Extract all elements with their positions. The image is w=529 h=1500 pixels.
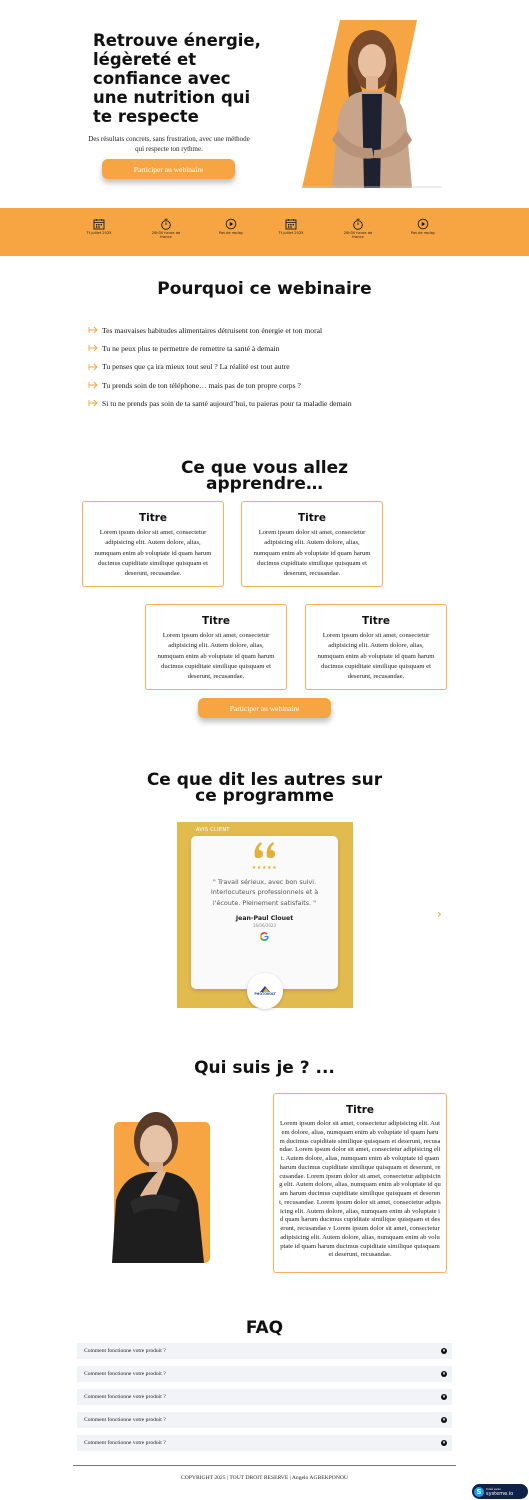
about-card-title: Titre	[345, 1104, 375, 1116]
hero-section	[0, 0, 529, 200]
testimonial-quote: " Travail sérieux, avec bon suivi. Interlocuteurs professionnels et à l'écoute. Pleinement satisfaits. "	[210, 878, 319, 907]
learn-title	[0, 460, 529, 492]
carousel-next-button[interactable]: ›	[437, 907, 442, 921]
testimonials-title-line1: Ce que dit les autres sur	[146, 770, 383, 790]
why-list	[88, 321, 468, 412]
list-item	[88, 394, 468, 412]
info-band	[0, 208, 529, 256]
card-title: Titre	[361, 615, 391, 627]
chevron-down-icon: ▾	[442, 1440, 446, 1446]
band-label: Pas de replay	[410, 231, 436, 235]
card-title: Titre	[138, 512, 168, 524]
testimonial-slide	[177, 822, 353, 1008]
band-label: Tt juillet 2025	[86, 231, 112, 235]
why-item-text: Tes mauvaises habitudes alimentaires détruisent ton énergie et ton moral	[102, 325, 323, 335]
testimonial-date: 16/06/2023	[252, 923, 277, 929]
chevron-down-icon: ▾	[442, 1394, 446, 1400]
google-icon	[260, 932, 269, 941]
stopwatch-icon	[160, 218, 172, 230]
badge-small-text: Créé avec	[486, 1487, 502, 1491]
testimonial-author: Jean-Paul Clouet	[235, 915, 294, 923]
learn-card	[145, 604, 287, 690]
band-item-replay	[403, 218, 443, 235]
company-logo-text: PHOTOVOLT	[254, 992, 276, 996]
band-item-replay	[211, 218, 251, 235]
learn-title-line2: apprendre…	[206, 474, 323, 494]
faq-item[interactable]	[77, 1435, 452, 1451]
why-item-text: Tu prends soin de ton téléphone… mais pas de ton propre corps ?	[102, 380, 301, 390]
card-body: Lorem ipsum dolor sit amet, consectetur adipisicing elit. Autem dolore, alias, numquam enim ab voluptate id quam harum ducimus cupiditate similique quisquam et deserunt, recusandae.	[253, 529, 371, 578]
faq-title: FAQ	[245, 1318, 284, 1338]
badge-text	[486, 1487, 513, 1496]
systemeio-logo-icon: S	[474, 1487, 484, 1497]
arrow-right-icon	[88, 381, 98, 389]
list-item	[88, 376, 468, 394]
hero-portrait-image	[302, 20, 447, 188]
systemeio-badge[interactable]	[472, 1484, 528, 1499]
card-title: Titre	[201, 615, 231, 627]
testimonials-title	[0, 772, 529, 804]
why-item-text: Tu ne peux plus te permettre de remettre ta santé à demain	[102, 343, 280, 353]
why-title: Pourquoi ce webinaire	[157, 279, 372, 299]
play-icon	[225, 218, 237, 230]
card-body: Lorem ipsum dolor sit amet, consectetur adipisicing elit. Autem dolore, alias, numquam enim ab voluptate id quam harum ducimus cupiditate similique quisquam et deserunt, recusandae.	[317, 632, 435, 681]
hero-cta-button[interactable]: Participer au webinaire	[102, 159, 235, 179]
band-label: Pas de replay	[218, 231, 244, 235]
badge-brand-text: systeme.io	[486, 1490, 514, 1497]
arrow-right-icon	[88, 326, 98, 334]
learn-cta-button[interactable]: Participer au webinaire	[198, 698, 331, 718]
chevron-down-icon: ▾	[442, 1417, 446, 1423]
faq-question: Comment fonctionne votre produit ?	[84, 1417, 166, 1423]
faq-item[interactable]	[77, 1412, 452, 1428]
faq-question: Comment fonctionne votre produit ?	[84, 1371, 166, 1377]
hero-subtitle: Des résultats concrets, sans frustration, avec une méthode qui respecte ton rythme.	[88, 135, 250, 153]
about-card	[273, 1093, 447, 1273]
band-label: 20h30 heure de france	[151, 231, 181, 240]
faq-item[interactable]	[77, 1343, 452, 1359]
testimonials-title-line2: ce programme	[195, 786, 334, 806]
calendar-icon	[93, 218, 105, 230]
band-item-time	[338, 218, 378, 239]
band-item-date	[271, 218, 311, 235]
learn-card	[82, 501, 224, 587]
calendar-icon	[285, 218, 297, 230]
about-portrait-image	[110, 1100, 210, 1263]
list-item	[88, 358, 468, 376]
company-logo	[247, 973, 283, 1009]
faq-item[interactable]	[77, 1389, 452, 1405]
about-title: Qui suis je ? ...	[194, 1058, 335, 1078]
footer-divider	[73, 1465, 456, 1466]
chevron-down-icon: ▾	[442, 1348, 446, 1354]
testimonial-card	[191, 836, 338, 996]
band-item-date	[79, 218, 119, 235]
chevron-down-icon: ▾	[442, 1371, 446, 1377]
arrow-right-icon	[88, 399, 98, 407]
arrow-right-icon	[88, 344, 98, 352]
faq-question: Comment fonctionne votre produit ?	[84, 1394, 166, 1400]
learn-card	[241, 501, 383, 587]
testimonial-tag: AVIS CLIENT	[196, 827, 230, 833]
learn-title-line1: Ce que vous allez	[180, 458, 349, 478]
stopwatch-icon	[352, 218, 364, 230]
about-card-body: Lorem ipsum dolor sit amet, consectetur adipisicing elit. Autem dolore, alias, numquam enim ab voluptate id quam harum ducimus cupiditate similique quisquam et deserunt, recusandae. Lorem ipsum dolor sit amet, consectetur adipisicing elit. Autem dolore, alias, numquam enim ab voluptate id quam harum ducimus cupiditate similique quisquam et deserunt, recusandae. Lorem ipsum dolor sit amet, consectetur adipisicing elit. Autem dolore, alias, numquam enim ab voluptate id quam harum ducimus cupiditate similique quisquam et deserunt, recusandae. Lorem ipsum dolor sit amet, consectetur adipisicing elit. Autem dolore, alias, numquam enim ab voluptate id quam harum ducimus cupiditate similique quisquam et deserunt, recusandae.v Lorem ipsum dolor sit amet, consectetur adipisicing elit. Autem dolore, alias, numquam enim ab voluptate id quam harum ducimus cupiditate similique quisquam et deserunt, recusandae.	[279, 1120, 441, 1259]
footer-copyright: COPYRIGHT 2025 | TOUT DROIT RESERVE | Angelo AGBEKPONOU	[181, 1475, 348, 1481]
card-body: Lorem ipsum dolor sit amet, consectetur adipisicing elit. Autem dolore, alias, numquam enim ab voluptate id quam harum ducimus cupiditate similique quisquam et deserunt, recusandae.	[94, 529, 212, 578]
learn-card	[305, 604, 447, 690]
card-title: Titre	[297, 512, 327, 524]
why-item-text: Si tu ne prends pas soin de ta santé aujourd’hui, tu paieras pour ta maladie demain	[102, 398, 352, 408]
why-item-text: Tu penses que ça ira mieux tout seul ? La réalité est tout autre	[102, 362, 290, 372]
card-body: Lorem ipsum dolor sit amet, consectetur adipisicing elit. Autem dolore, alias, numquam enim ab voluptate id quam harum ducimus cupiditate similique quisquam et deserunt, recusandae.	[157, 632, 275, 681]
faq-item[interactable]	[77, 1366, 452, 1382]
arrow-right-icon	[88, 363, 98, 371]
list-item	[88, 321, 468, 339]
rating-stars: ★★★★★	[251, 865, 278, 871]
list-item	[88, 339, 468, 357]
band-label: 20h30 heure de france	[343, 231, 373, 240]
hero-title: Retrouve énergie, légèreté et confiance avec une nutrition qui te respecte	[93, 31, 261, 126]
band-label: Tt juillet 2025	[278, 231, 304, 235]
quote-icon	[253, 841, 277, 859]
faq-question: Comment fonctionne votre produit ?	[84, 1348, 166, 1354]
play-icon	[417, 218, 429, 230]
faq-question: Comment fonctionne votre produit ?	[84, 1440, 166, 1446]
band-item-time	[146, 218, 186, 239]
